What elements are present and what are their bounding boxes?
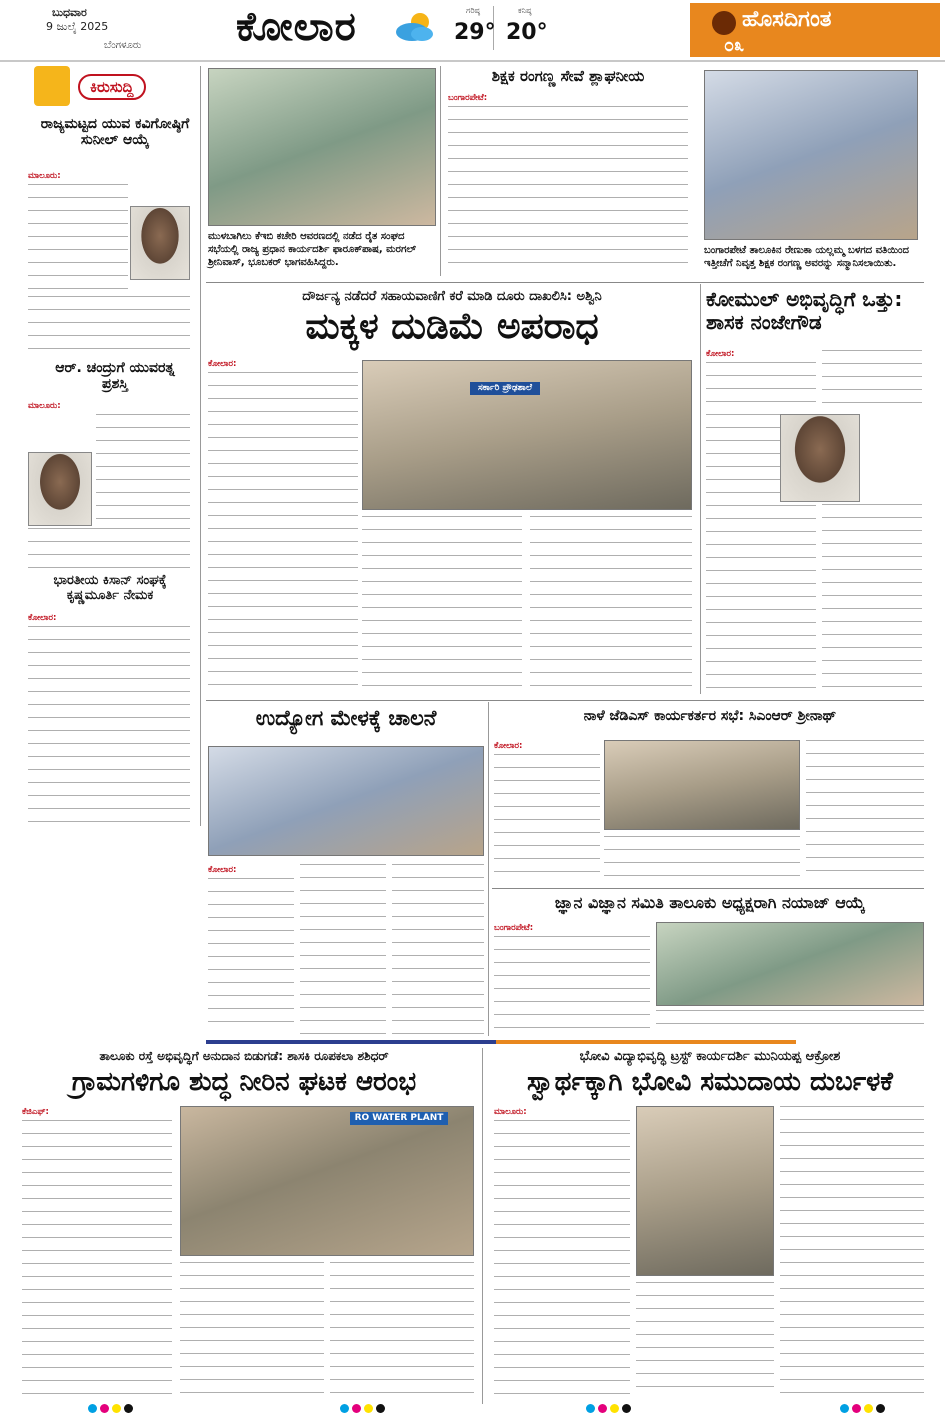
magenta-dot (100, 1404, 109, 1413)
science-committee-headline: ಜ್ಞಾನ ವಿಜ್ಞಾನ ಸಮಿತಿ ತಾಲೂಕು ಅಧ್ಯಕ್ಷರಾಗಿ ನಯಾಜ್ ಆಯ್ಕೆ (554, 893, 866, 912)
komul-dateline: ಕೋಲಾರ: (706, 349, 735, 359)
column-divider (700, 284, 701, 694)
black-dot (124, 1404, 133, 1413)
brand-block (690, 3, 940, 57)
print-registration-marks (840, 1404, 900, 1418)
brief-headline-3: ಭಾರತೀಯ ಕಿಸಾನ್ ಸಂಘಕ್ಕೆ ಕೃಷ್ಣಮೂರ್ತಿ ನೇಮಕ (53, 573, 167, 603)
job-fair-photo (208, 746, 484, 856)
brand-logo-icon (712, 11, 736, 35)
science-committee-dateline: ಬಂಗಾರಪೇಟೆ: (494, 923, 534, 933)
max-temp-value: 29° (454, 20, 496, 45)
cyan-dot (586, 1404, 595, 1413)
water-plant-body-2 (180, 1262, 324, 1396)
teacher-story-dateline: ಬಂಗಾರಪೇಟೆ: (448, 93, 488, 103)
brief-body-1b (28, 296, 190, 356)
bhovi-body-1 (494, 1120, 630, 1396)
bhovi-kicker: ಭೋವಿ ವಿದ್ಯಾಭಿವೃದ್ಧಿ ಟ್ರಸ್ಟ್ ಕಾರ್ಯದರ್ಶಿ ಮುನಿಯಪ್ಪ ಆಕ್ರೋಶ (579, 1049, 841, 1064)
brand-name: ಹೊಸದಿಗಂತ (742, 7, 832, 32)
cyan-dot (840, 1404, 849, 1413)
child-labour-body-1 (208, 372, 358, 690)
komul-portrait (780, 414, 860, 502)
science-committee-photo (656, 922, 924, 1006)
komul-body-2 (822, 350, 922, 412)
brief-dateline-3: ಕೋಲಾರ: (28, 613, 57, 623)
job-fair-body-3 (392, 864, 484, 1034)
child-labour-kicker: ದೌರ್ಜನ್ಯ ನಡೆದರೆ ಸಹಾಯವಾಣಿಗೆ ಕರೆ ಮಾಡಿ ದೂರು ದಾಖಲಿಸಿ: ಅಶ್ವಿನಿ (302, 289, 602, 304)
water-plant-photo (180, 1106, 474, 1256)
issue-date: 9 ಜುಲೈ 2025 (46, 20, 109, 33)
bhovi-body-2 (636, 1282, 774, 1396)
komul-headline: ಕೋಮುಲ್ ಅಭಿವೃದ್ಧಿಗೆ ಒತ್ತು: ಶಾಸಕ ನಂಜೇಗೌಡ (706, 287, 903, 334)
column-divider (440, 66, 441, 276)
brief-body-1 (28, 184, 128, 294)
bhovi-body-3 (780, 1106, 924, 1396)
farmers-meeting-caption: ಮುಳಬಾಗಿಲು ಕೆಇಬಿ ಕಚೇರಿ ಆವರಣದಲ್ಲಿ ನಡೆದ ರೈತ ಸಂಘದ ಸಭೆಯಲ್ಲಿ ರಾಜ್ಯ ಪ್ರಧಾನ ಕಾರ್ಯದರ್ಶಿ ಫಾರೂಕ್‌ಪಾಷ, ಮರಗಲ್ ಶ್ರೀನಿವಾಸ್, ಭೂಬಕರ್ ಭಾಗವಹಿಸಿದ್ದರು. (208, 231, 417, 268)
pointing-hand-icon (34, 66, 70, 106)
yellow-dot (364, 1404, 373, 1413)
brief-headline-1: ರಾಜ್ಯಮಟ್ಟದ ಯುವ ಕವಿಗೋಷ್ಠಿಗೆ ಸುನೀಲ್ ಆಯ್ಕೆ (40, 116, 190, 149)
weekday: ಬುಧವಾರ (52, 6, 87, 19)
column-divider (488, 702, 489, 1036)
water-plant-dateline: ಕೆಜಿಎಫ್: (22, 1107, 49, 1117)
teacher-photo-caption: ಬಂಗಾರಪೇಟೆ ತಾಲೂಕಿನ ರೇಣುಕಾ ಯಲ್ಲಮ್ಮ ಬಳಗದ ವತಿಯಿಂದ ಇತ್ತೀಚೆಗೆ ನಿವೃತ್ತ ಶಿಕ್ಷಕ ರಂಗಣ್ಣ ಅವರನ್ನು ಸನ್ಮಾನಿಸಲಾಯಿತು. (704, 245, 909, 269)
cyan-dot (88, 1404, 97, 1413)
page-number: ೦೩ (724, 35, 745, 56)
bhovi-meeting-photo (636, 1106, 774, 1276)
cyan-dot (340, 1404, 349, 1413)
column-divider (482, 1048, 483, 1404)
brief-body-2 (96, 414, 190, 524)
child-labour-body-2 (362, 516, 522, 690)
magenta-dot (598, 1404, 607, 1413)
water-plant-kicker: ತಾಲೂಕು ರಸ್ತೆ ಅಭಿವೃದ್ಧಿಗೆ ಅನುದಾನ ಬಿಡುಗಡೆ: ಶಾಸಕಿ ರೂಪಕಲಾ ಶಶಿಧರ್ (99, 1049, 389, 1063)
jds-body-2 (604, 836, 800, 882)
jds-headline: ನಾಳೆ ಜೆಡಿಎಸ್ ಕಾರ್ಯಕರ್ತರ ಸಭೆ: ಸಿಎಂಆರ್ ಶ್ರೀನಾಥ್ (583, 708, 837, 724)
yellow-dot (112, 1404, 121, 1413)
kirusuddi-label: ಕಿರುಸುದ್ದಿ (78, 74, 146, 100)
child-labour-dateline: ಕೋಲಾರ: (208, 359, 237, 369)
brief-portrait-2 (28, 452, 92, 526)
bhovi-dateline: ಮಾಲೂರು: (494, 1107, 527, 1117)
print-registration-marks (586, 1404, 646, 1418)
job-fair-headline: ಉದ್ಯೋಗ ಮೇಳಕ್ಕೆ ಚಾಲನೆ (255, 706, 437, 730)
temperature-box (444, 6, 548, 50)
min-temp-label: ಕನಿಷ್ಠ (518, 6, 532, 15)
brief-body-2b (28, 528, 190, 568)
child-labour-body-3 (530, 516, 692, 690)
kirusuddi-header (28, 66, 188, 108)
jds-meeting-photo (604, 740, 800, 830)
brief-dateline-1: ಮಾಲೂರು: (28, 171, 61, 181)
partly-cloudy-icon (392, 10, 436, 44)
brief-dateline-2: ಮಾಲೂರು: (28, 401, 61, 411)
brief-body-3 (28, 626, 190, 822)
max-temp-box (444, 6, 494, 50)
black-dot (876, 1404, 885, 1413)
yellow-dot (610, 1404, 619, 1413)
child-labour-headline: ಮಕ್ಕಳ ದುಡಿಮೆ ಅಪರಾಧ (305, 306, 599, 347)
max-temp-label: ಗರಿಷ್ಠ (466, 6, 480, 15)
job-fair-dateline: ಕೋಲಾರ: (208, 865, 237, 875)
water-plant-body-1 (22, 1120, 172, 1396)
edition-city: ಕೋಲಾರ (236, 4, 357, 50)
teacher-story-body (448, 106, 688, 270)
min-temp-value: 20° (506, 20, 548, 45)
edition-place: ಬೆಂಗಳೂರು (104, 40, 142, 51)
black-dot (376, 1404, 385, 1413)
school-sign: ಸರ್ಕಾರಿ ಪ್ರೌಢಶಾಲೆ (470, 382, 540, 395)
print-registration-marks (340, 1404, 400, 1418)
section-divider (492, 888, 924, 889)
teacher-story-headline: ಶಿಕ್ಷಕ ರಂಗಣ್ಣ ಸೇವೆ ಶ್ಲಾಘನೀಯ (491, 67, 645, 85)
print-registration-marks (88, 1404, 148, 1418)
brief-headline-2: ಆರ್. ಚಂದ್ರುಗೆ ಯುವರತ್ನ ಪ್ರಶಸ್ತಿ (55, 360, 175, 393)
water-plant-body-3 (330, 1262, 474, 1396)
masthead (0, 0, 945, 62)
farmers-meeting-photo (208, 68, 436, 226)
teacher-felicitation-photo (704, 70, 918, 240)
magenta-dot (852, 1404, 861, 1413)
section-divider (206, 700, 924, 701)
science-committee-body-1 (494, 936, 650, 1032)
separator-bar-blue (206, 1040, 496, 1044)
job-fair-body-1 (208, 878, 294, 1034)
water-plant-headline: ಗ್ರಾಮಗಳಿಗೂ ಶುದ್ಧ ನೀರಿನ ಘಟಕ ಆರಂಭ (71, 1067, 417, 1097)
komul-body-3 (822, 504, 922, 690)
column-divider (200, 66, 201, 826)
jds-body-1 (494, 754, 600, 882)
brief-portrait-1 (130, 206, 190, 280)
jds-body-3 (806, 740, 924, 882)
section-divider (206, 282, 924, 283)
science-committee-body-2 (656, 1010, 924, 1034)
job-fair-body-2 (300, 864, 386, 1034)
magenta-dot (352, 1404, 361, 1413)
jds-dateline: ಕೋಲಾರ: (494, 741, 523, 751)
komul-body-1 (706, 362, 816, 690)
black-dot (622, 1404, 631, 1413)
min-temp-box (496, 6, 546, 50)
yellow-dot (864, 1404, 873, 1413)
separator-bar-orange (496, 1040, 796, 1044)
bhovi-headline: ಸ್ವಾರ್ಥಕ್ಕಾಗಿ ಭೋವಿ ಸಮುದಾಯ ದುರ್ಬಳಕೆ (527, 1067, 893, 1097)
ro-plant-sign: RO WATER PLANT (350, 1112, 448, 1125)
